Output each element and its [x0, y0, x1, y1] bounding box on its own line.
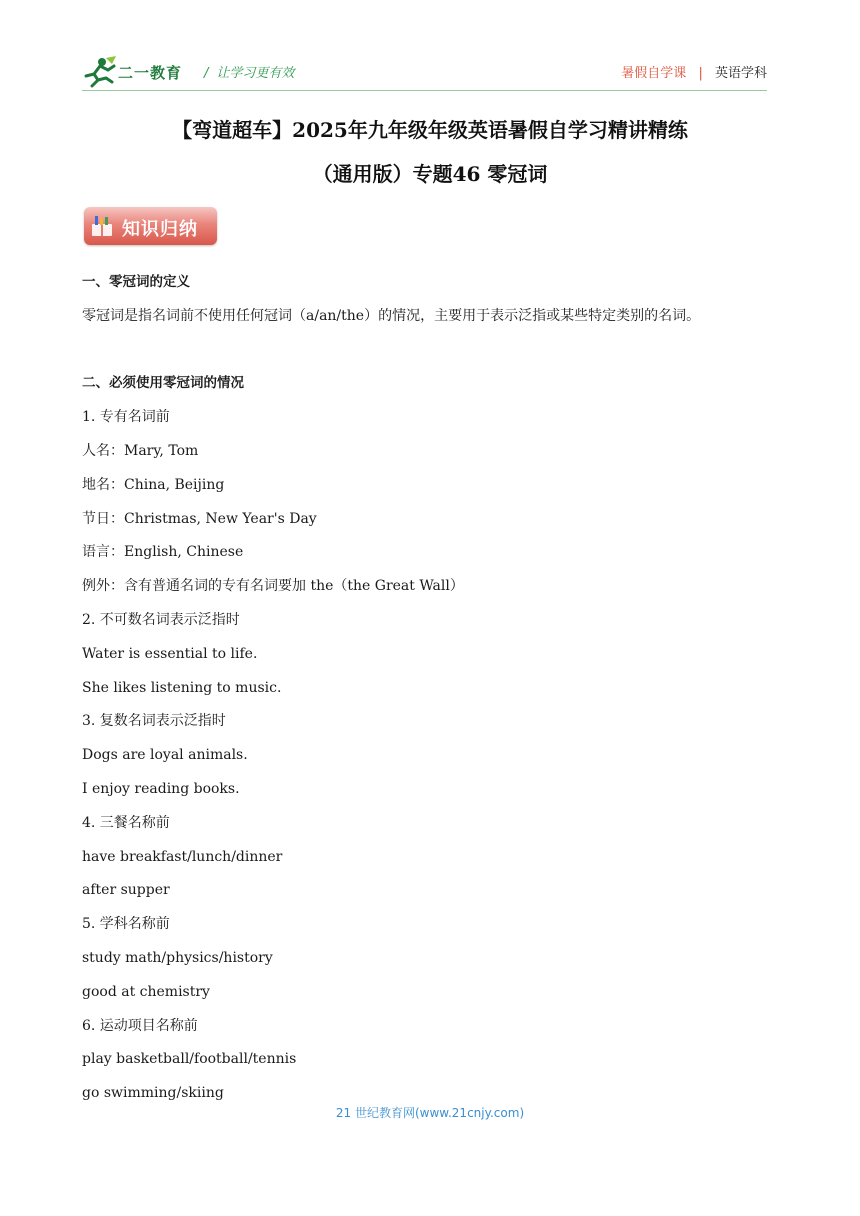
- page-header: [82, 56, 767, 90]
- list-item: 节日：Christmas, New Year's Day: [82, 510, 317, 527]
- list-item: She likes listening to music.: [82, 679, 282, 696]
- footer-link[interactable]: 21 世纪教育网(www.21cnjy.com): [335, 1106, 525, 1120]
- section-heading: 二、必须使用零冠词的情况: [82, 375, 244, 392]
- badge-label: 知识归纳: [122, 219, 198, 240]
- list-item: go swimming/skiing: [82, 1085, 224, 1102]
- header-divider: [82, 90, 767, 91]
- header-right: [621, 62, 767, 81]
- page-title: 【弯道超车】2025年九年级年级英语暑假自学习精讲精练: [172, 118, 688, 142]
- document-body: [82, 266, 772, 1111]
- subject-label: 英语学科: [714, 66, 767, 81]
- brand-logo: [82, 56, 192, 88]
- list-item: 1. 专有名词前: [82, 409, 170, 426]
- list-item: play basketball/football/tennis: [82, 1051, 297, 1068]
- paragraph: 零冠词是指名词前不使用任何冠词（a/an/the）的情况，主要用于表示泛指或某些特定类别的名词。: [82, 307, 701, 324]
- list-item: 地名：China, Beijing: [82, 476, 225, 493]
- section-badge: [84, 207, 217, 245]
- list-item: Water is essential to life.: [82, 645, 258, 662]
- list-item: study math/physics/history: [82, 949, 273, 966]
- logo-text: 二一教育: [118, 64, 183, 82]
- course-label: 暑假自学课: [621, 66, 687, 81]
- page-subtitle: （通用版）专题46 零冠词: [312, 162, 548, 186]
- runner-icon: [82, 56, 118, 88]
- list-item: I enjoy reading books.: [82, 780, 240, 797]
- section-heading: 一、零冠词的定义: [82, 274, 190, 290]
- list-item: 例外：含有普通名词的专有名词要加 the（the Great Wall）: [82, 578, 464, 595]
- list-item: Dogs are loyal animals.: [82, 747, 248, 764]
- list-item: 4. 三餐名称前: [82, 814, 170, 831]
- list-item: have breakfast/lunch/dinner: [82, 848, 283, 865]
- list-item: 5. 学科名称前: [82, 916, 170, 933]
- list-item: 6. 运动项目名称前: [82, 1017, 198, 1034]
- slogan: / 让学习更有效: [204, 66, 295, 81]
- list-item: 人名：Mary, Tom: [82, 442, 199, 459]
- spacer: [82, 334, 772, 368]
- book-icon: [90, 214, 114, 238]
- list-item: 2. 不可数名词表示泛指时: [82, 611, 240, 628]
- list-item: good at chemistry: [82, 983, 210, 1000]
- slogan-text: 让学习更有效: [216, 66, 295, 81]
- list-item: after supper: [82, 882, 170, 899]
- list-item: 语言：English, Chinese: [82, 544, 244, 561]
- list-item: 3. 复数名词表示泛指时: [82, 713, 226, 730]
- header-separator: |: [698, 66, 703, 81]
